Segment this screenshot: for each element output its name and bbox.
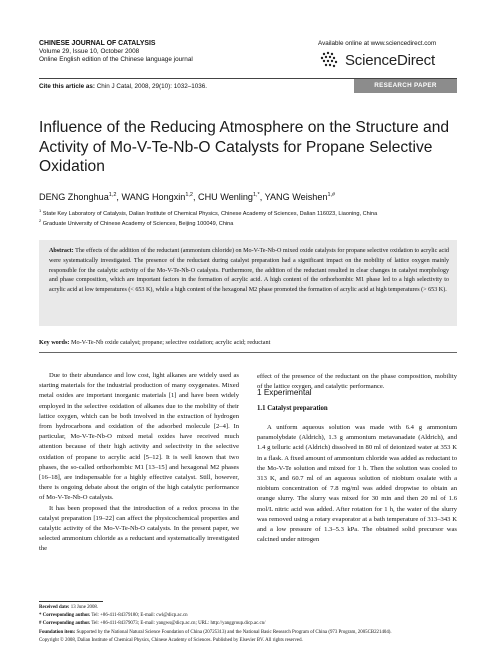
sciencedirect-logo[interactable] [318, 50, 458, 70]
sciencedirect-mark-icon [318, 50, 342, 70]
subsection-heading: 1.1 Catalyst preparation [257, 405, 328, 412]
author-affil-mark: 1,* [252, 192, 260, 198]
affiliation-number: 1 [39, 208, 42, 213]
article-type-label: RESEARCH PAPER [374, 82, 437, 89]
keywords-divider [39, 352, 457, 353]
body-paragraph: Due to their abundance and low cost, light alkanes are widely used as starting materials for the industrial production of many oxygenates. Mixed metal oxides are important inorganic materials [1] and have been widely employed in the selective oxidation of alkanes due to the mobility of their lattice oxygen, which can be both involved in the extraction of hydrogen from hydrocarbons and oxidation of the adsorbed molecule [2–4]. In particular, Mo-V-Te-Nb-O mixed metal oxides have received much attention because of their high activity and selectivity in the selective oxidation of propane to acrylic acid [5–12]. It is well known that two phases, the so-called orthorhombic M1 [13–15] and hexagonal M2 phases [16–18], are indispensable for a highly effective catalyst. Still, however, there is ongoing debate about the origin of the high catalytic performance of Mo-V-Te-Nb-O catalysts. [39, 372, 239, 502]
journal-name: CHINESE JOURNAL OF CATALYSIS [39, 40, 156, 47]
body-paragraph: effect of the presence of the reductant on the phase composition, mobility of the lattice oxygen, and catalytic performance. [257, 373, 457, 391]
section-heading: 1 Experimental [257, 388, 312, 397]
author-name: DENG Zhonghua [39, 192, 109, 203]
body-paragraph: A uniform aqueous solution was made with 6.4 g ammonium paramolybdate (Aldrich), 1.3 g ammonium metavanadate (Aldrich), and 1.4 g telluric acid (Aldrich) dissolved in 80 ml of deionized water at 353 K in a flask. A fixed amount of ammonium chloride was added as reductant to the Mo-V-Te solution and mixed for 1 h. Then the solution was cooled to 313 K, and 60.7 ml of an aqueous solution of niobium oxalate with a niobium concentration of 7.8 mg/ml was added dropwise to obtain an orange slurry. The slurry was mixed for 30 min and then 20 ml of 1.6 mol/L nitric acid was added. After rotation for 1 h, the water of the slurry was removed using a rotary evaporator at a bath temperature of 313–343 K and a low pressure of 1.3–5.3 kPa. The obtained solid precursor was calcined under nitrogen [257, 424, 457, 544]
author-list: DENG Zhonghua$^{1,2}$, WANG Hongxin$^{1,2}$, CHU Wenling$^{1,*}$, YANG Weishen$^{1,\#}$ [39, 192, 336, 203]
author-affil-mark: 1,2 [185, 192, 193, 198]
affiliation-text: Graduate University of Chinese Academy of Sciences, Beijing 100049, China [42, 220, 234, 227]
abstract [49, 247, 449, 296]
corr2-contact[interactable]: Tel: +86-411-84379073; E-mail: yangws@dicp.ac.cn; URL: http://yanggroup.dicp.ac.cn/ [91, 621, 266, 627]
footnotes [39, 604, 469, 645]
author-affil-mark: 1,# [327, 192, 336, 198]
article-type-banner [354, 79, 457, 93]
affiliation [39, 218, 469, 227]
keywords [39, 339, 459, 346]
foundation-item [39, 629, 469, 637]
publisher-block [318, 40, 458, 70]
foundation-text: Supported by the National Natural Science Foundation of China (20725313) and the National Basic Research Program of China (973 Program, 2005CB221404). [76, 629, 392, 635]
foundation-label: Foundation item: [39, 629, 76, 635]
body-paragraph: It has been proposed that the introduction of a redox process in the catalyst preparation [19–22] can affect the physicochemical properties and catalytic activity of the Mo-V-Te-Nb-O catalysts. In the present paper, we selected ammonium chloride as a reductant and systematically investigated the [39, 504, 239, 553]
footnote-divider [39, 601, 103, 602]
sciencedirect-brand: ScienceDirect [345, 51, 435, 69]
keywords-label: Key words: [39, 339, 70, 346]
received-date [39, 604, 469, 612]
affiliation-number: 2 [39, 218, 42, 223]
citation-label: Cite this article as: [39, 83, 95, 90]
copyright: Copyright © 2008, Dalian Institute of Chemical Physics, Chinese Academy of Sciences. Published by Elsevier BV. All rights reserved. [39, 637, 303, 643]
article-title: Influence of the Reducing Atmosphere on the Structure and Activity of Mo-V-Te-Nb-O Catalysts for Propane Selective Oxidation [39, 119, 450, 175]
abstract-label: Abstract: [49, 248, 74, 254]
corr1-contact[interactable]: Tel: +86-411-84379180; E-mail: cwl@dicp.ac.cn [91, 613, 188, 619]
received-label: Received date: [39, 605, 70, 610]
keywords-text: Mo-V-Te-Nb oxide catalyst; propane; selective oxidation; acrylic acid; reductant [70, 339, 271, 346]
body-right-column [257, 423, 457, 545]
body-left-column [39, 371, 239, 555]
journal-info [39, 40, 279, 65]
corr1-label: * Corresponding author. [39, 613, 91, 619]
available-online-text[interactable]: Available online at www.sciencedirect.com [318, 40, 437, 47]
author-name: CHU Wenling [198, 192, 253, 203]
citation-line [39, 83, 339, 90]
corresponding-author-1 [39, 612, 469, 620]
author-name: WANG Hongxin [121, 192, 186, 203]
journal-edition: Online English edition of the Chinese language journal [39, 56, 193, 64]
citation-text: Chin J Catal, 2008, 29(10): 1032–1036. [96, 83, 208, 90]
affiliation [39, 208, 469, 217]
affiliation-text: State Key Laboratory of Catalysis, Dalian Institute of Chemical Physics, Chinese Academy of Sciences, Dalian 116023, Liaoning, China [42, 210, 378, 217]
received-value: 13 June 2008. [70, 605, 99, 610]
corresponding-author-2 [39, 620, 469, 628]
author-name: YANG Weishen [264, 192, 328, 203]
corr2-label: # Corresponding author. [39, 621, 91, 627]
journal-issue: Volume 29, Issue 10, October 2008 [39, 48, 140, 56]
author-affil-mark: 1,2 [108, 192, 117, 198]
abstract-text: The effects of the addition of the reductant (ammonium chloride) on Mo-V-Te-Nb-O mixed oxide catalysts for propane selective oxidation to acrylic acid were systematically investigated. The presence of the reductant during catalyst preparation had a significant impact on the mobility of lattice oxygen mainly responsible for the catalytic activity of the Mo-V-Te-Nb-O catalysts. Furthermore, the addition of the reductant resulted in clear changes in catalyst morphology and phase composition, which are important factors in the formation of acrylic acid. A high content of the orthorhombic M1 phase led to a high selectivity to acrylic acid at low temperatures (< 653 K), while a high content of the hexagonal M2 phase promoted the formation of acrylic acid at high temperatures (> 653 K). [49, 248, 449, 293]
